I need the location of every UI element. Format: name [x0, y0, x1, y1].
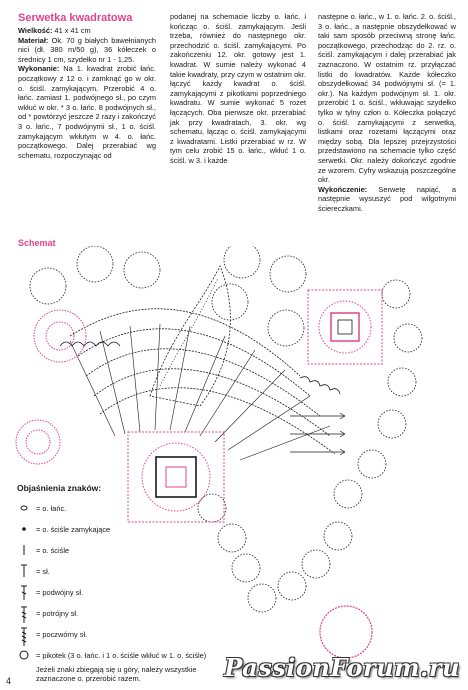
finishing-label: Wykończenie:: [318, 184, 368, 194]
pink-ring-bottom: [320, 606, 372, 658]
legend-item-single-crochet: = o. ściśle: [14, 543, 214, 557]
three-tick-icon: [14, 627, 36, 641]
legend-item-quadruple-crochet: = poczwórny sł.: [14, 627, 214, 641]
material-value: Ok. 70 g białych bawełnianych nici (dł. 380 m/50 g), 36 kółeczek o średnicy 1 cm, szydełko nr 1 - 1,25.: [18, 35, 156, 64]
col3-paragraph: następne o. łańc., w 1. o. łańc. 2. o. ściśl., 3 o. łańc., a następnie obszydełkować w taki sam sposób przeciwną stronę łańc. początkowego, przechodząc do 2. rz. o. ściśl. zamykającym i dalej przerabiać jak zaznaczono. W ostatnim rz. przyłączać listki do kwadratów. Każde kółeczko obszydełkować 34 podwójnymi sł. (= 1. okr.). Na każdym podwójnym sł. 1. okr. przerobić 1 o. ściśl., wkłuwając szydełko tylko w tylny człon o. Kółeczka połączyć o. ściśl. zamykającymi z serwetką, listkami oraz rozetami łączącymi oraz między sobą. Dla lepszej przejrzystości przedstawiono na schemacie tylko część serwetki. Okr. należy dokończyć zgodnie ze wzorem. Cyfry wskazują poszczególne okr.: [318, 12, 456, 185]
leaf-motif: [150, 266, 230, 406]
direction-arrows: [290, 413, 345, 455]
size-label: Wielkość:: [18, 26, 53, 35]
finishing-value: Serwetę napiąć, a następnie wysuszyć pod wilgotnymi ściereczkami.: [318, 184, 456, 213]
chain-icon: [14, 501, 36, 515]
material-paragraph: [18, 36, 156, 65]
text-column-3: [318, 12, 456, 213]
picot-icon: [14, 648, 36, 662]
watermark: PassionForum.ru: [224, 653, 460, 682]
two-tick-icon: [14, 606, 36, 620]
square-motif-top-right: [308, 290, 382, 364]
legend-note: Jeżeli znaki zbiegają się u góry, należy wszystkie zaznaczone o. przerobić razem.: [36, 665, 197, 683]
schema-title: Schemat: [18, 238, 56, 248]
text-column-1: [18, 12, 156, 160]
legend-item-chain: = o. łańc.: [14, 501, 214, 515]
material-label: Materiał:: [18, 35, 49, 45]
legend-item-picot: = pikotek (3 o. łańc. i 1 o. ściśle wkłuć w 1. o. ściśle): [14, 648, 214, 662]
size-paragraph: [18, 26, 156, 36]
execution-label: Wykonanie:: [18, 64, 60, 74]
one-tick-icon: [14, 585, 36, 599]
article-title: Serwetka kwadratowa: [18, 12, 133, 24]
t-bar-icon: [14, 564, 36, 578]
pink-rosette-left: [16, 310, 86, 464]
execution-value: Na 1. kwadrat zrobić łańc. początkowy z 12 o. i zamknąć go w okr. o. ściśl. zamykającym. Przerobić 4 o. łańc. zamiast 1. podwójnego sł., po czym wkłuć w okr. * 3 o. łańc. 8 podwójnych sł., od * powtórzyć jeszcze 2 razy i zakończyć 3 o. łańc., 7 podwójnymi sł., 1 o. ściśl. zamykającym wkłutym w 4. o. łańc. początkowego. Dalej przerabiać wg schematu, rozpoczynając od: [18, 64, 156, 160]
ring-circles-top: [30, 246, 306, 346]
page-number: 4: [6, 676, 12, 686]
size-value: 41 x 41 cm: [52, 26, 91, 35]
ring-circles-right: [278, 280, 422, 600]
legend-title: Objaśnienia znaków:: [17, 483, 102, 493]
dot-icon: [14, 522, 36, 536]
legend-item-treble-crochet: = podwójny sł.: [14, 585, 214, 599]
legend-item-slip-stitch: = o. ściśle zamykające: [14, 522, 214, 536]
execution-paragraph: [18, 64, 156, 160]
finishing-paragraph: [318, 185, 456, 214]
legend-item-triple-crochet: = potrójny sł.: [14, 606, 214, 620]
legend-item-double-crochet: = sł.: [14, 564, 214, 578]
col2-paragraph: podanej na schemacie liczby o. łańc. i kończąc o. ściśl. zamykającym. Jeśli trzeba, również do następnego okr. przechodzić o. ściśl. zamykającymi. Po zakończeniu 12. okr. gotowy jest 1. kwadrat. W sumie należy wykonać 4 takie kwadraty, przy czym w ostatnim okr. łączyć każdy kwadrat o. ściśl. zamykającymi z pikotkami poprzedniego kwadratu. W sumie wykonać 5 rozet łączących. Oba pierwsze okr. przerabiać jak przy kwadratach, 3. okr. wg schematu, łącząc o. ściśl. zamykającymi z kwadratami. Listki przerabiać w rz. W tym celu zrobić 15 o. łańc., wkłuć 1 o. ściśl. w 3. i każde: [170, 12, 306, 165]
legend: [14, 484, 214, 683]
text-column-2: [170, 12, 306, 166]
bar-icon: [14, 543, 36, 557]
